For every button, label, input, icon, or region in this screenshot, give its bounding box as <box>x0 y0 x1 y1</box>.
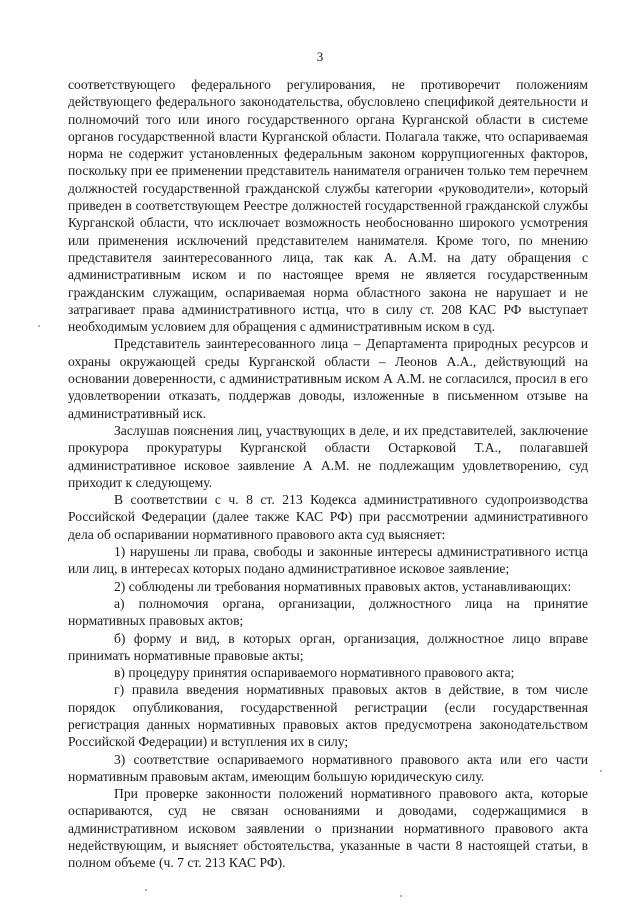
paragraph: б) форму и вид, в которых орган, организация, должностное лицо вправе принимать нормативные правовые акты; <box>68 630 588 663</box>
paragraph: в) процедуру принятия оспариваемого нормативного правового акта; <box>114 665 515 681</box>
paragraph: 1) нарушены ли права, свободы и законные интересы административного истца или лиц, в интересах которых подано административное исковое заявление; <box>68 544 588 577</box>
page-number: 3 <box>316 49 324 64</box>
paragraph: Представитель заинтересованного лица – Департамента природных ресурсов и охраны окружающей среды Курганской области – Леонов А.А., действующий на основании доверенности, с административным иском А А.М. не согласился, просил в его удовлетворении отказать, поддержав доводы, изложенные в письменном отзыве на административный иск. <box>68 336 588 421</box>
scan-speck <box>38 325 40 327</box>
paragraph: 3) соответствие оспариваемого нормативного правового акта или его части нормативным правовым актам, имеющим большую юридическую силу. <box>68 751 588 784</box>
paragraph: г) правила введения нормативных правовых актов в действие, в том числе порядок опубликования, государственной регистрации (если государственная регистрация данных нормативных правовых актов предусмотрена законодательством Российской Федерации) и вступления их в силу; <box>68 682 588 750</box>
paragraph: Заслушав пояснения лиц, участвующих в деле, и их представителей, заключение прокурора прокуратуры Курганской области Остарковой Т.А., полагавшей административное исковое заявление А А.М. не подлежащим удовлетворению, суд приходит к следующему. <box>68 422 588 490</box>
paragraph: а) полномочия органа, организации, должностного лица на принятие нормативных правовых актов; <box>68 595 588 629</box>
scan-speck <box>600 770 602 772</box>
scan-speck <box>145 889 147 891</box>
scan-speck <box>400 895 402 897</box>
paragraph: При проверке законности положений нормативного правового акта, которые оспариваются, суд не связан основаниями и доводами, содержащимися в административном исковом заявлении о признании нормативного правового акта недействующим, и выясняет обстоятельства, указанные в части 8 настоящей статьи, в полном объеме (ч. 7 ст. 213 КАС РФ). <box>68 786 588 871</box>
document-body <box>68 76 588 872</box>
paragraph: В соответствии с ч. 8 ст. 213 Кодекса административного судопроизводства Российской Федерации (далее также КАС РФ) при рассмотрении административного дела об оспаривании нормативного правового акта суд выясняет: <box>68 492 588 542</box>
paragraph: соответствующего федерального регулирования, не противоречит положениям действующего федерального законодательства, обусловлено спецификой деятельности и полномочий того или иного государственного органа Курганской области в системе органов государственной власти Курганской области. Полагала также, что оспариваемая норма не содержит установленных федеральным законом коррупциогенных факторов, поскольку при ее применении представитель нанимателя ограничен только тем перечнем должностей государственной гражданской службы категории «руководители», который приведен в соответствующем Реестре должностей государственной гражданской службы Курганской области, что исключает возможность необоснованно широкого усмотрения или применения исключений представителем нанимателя. Кроме того, по мнению представителя заинтересованного лица, так как А. А.М. на дату обращения с административным иском и по настоящее время не является государственным гражданским служащим, оспариваемая норма областного закона не нарушает и не затрагивает права административного истца, что в силу ст. 208 КАС РФ выступает необходимым условием для обращения с административным иском в суд. <box>68 77 588 335</box>
paragraph: 2) соблюдены ли требования нормативных правовых актов, устанавливающих: <box>114 578 572 594</box>
